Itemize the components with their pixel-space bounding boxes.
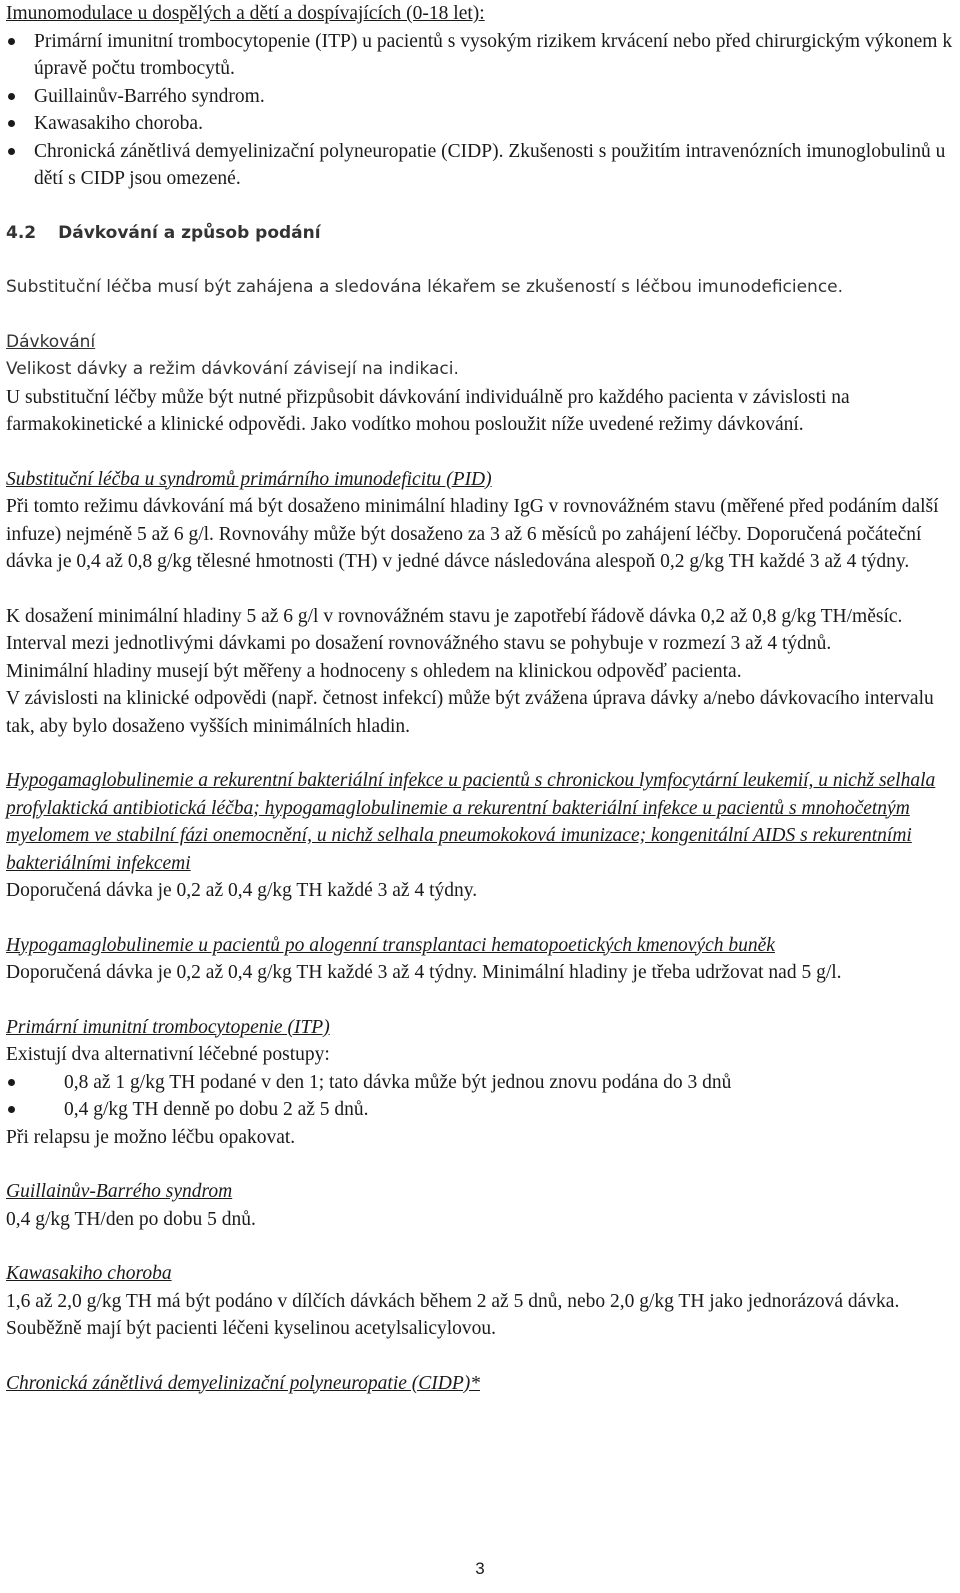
itp-text: Existují dva alternativní léčebné postupy: bbox=[6, 1044, 330, 1065]
page-number: 3 bbox=[475, 1559, 485, 1578]
pid-text2: K dosažení minimální hladiny 5 až 6 g/l v rovnovážném stavu je zapotřebí řádově dávka 0,2 až 0,8 g/kg TH/měsíc. Interval mezi jednotlivými dávkami po dosažení rovnovážného stavu se pohybuje v rozmezí 3 až 4 týdnů. bbox=[6, 605, 903, 654]
dosing-line1: Velikost dávky a režim dávkování závisejí na indikaci. bbox=[6, 359, 459, 379]
dosing-line2: U substituční léčby může být nutné přizpůsobit dávkování individuálně pro každého pacienta v závislosti na farmakokinetické a klinické odpovědi. Jako vodítko mohou posloužit níže uvedené režimy dávkování. bbox=[6, 386, 850, 435]
indication-list bbox=[6, 28, 954, 193]
section-heading bbox=[6, 220, 954, 248]
dosing-heading: Dávkování bbox=[6, 331, 96, 352]
section-number: 4.2 bbox=[6, 222, 37, 243]
list-item: Primární imunitní trombocytopenie (ITP) u pacientů s vysokým rizikem krvácení nebo před chirurgickým výkonem k úpravě počtu trombocytů. bbox=[6, 28, 954, 83]
pid-heading: Substituční léčba u syndromů primárního imunodeficitu (PID) bbox=[6, 468, 492, 490]
gbs-heading: Guillainův-Barrého syndrom bbox=[6, 1181, 233, 1202]
cidp-heading: Chronická zánětlivá demyelinizační polyneuropatie (CIDP)* bbox=[6, 1372, 481, 1394]
pid-text: Při tomto režimu dávkování má být dosaženo minimální hladiny IgG v rovnovážném stavu (měřené před podáním další infuze) nejméně 5 až 6 g/l. Rovnováhy může být dosaženo za 3 až 6 měsíců po zahájení léčby. Doporučená počáteční dávka je 0,4 až 0,8 g/kg tělesné hmotnosti (TH) v jedné dávce následována alespoň 0,2 g/kg TH každé 3 až 4 týdny. bbox=[6, 496, 939, 572]
kawasaki-text2: Souběžně mají být pacienti léčeni kyselinou acetylsalicylovou. bbox=[6, 1318, 497, 1339]
intro-title: Imunomodulace u dospělých a dětí a dospívajících (0-18 let): bbox=[6, 3, 485, 24]
hypo1-text: Doporučená dávka je 0,2 až 0,4 g/kg TH každé 3 až 4 týdny. bbox=[6, 880, 478, 901]
document-page bbox=[6, 0, 954, 1397]
kawasaki-text: 1,6 až 2,0 g/kg TH má být podáno v dílčích dávkách během 2 až 5 dnů, nebo 2,0 g/kg TH jako jednorázová dávka. bbox=[6, 1290, 900, 1312]
list-item: Guillainův-Barrého syndrom. bbox=[6, 83, 954, 111]
itp-after: Při relapsu je možno léčbu opakovat. bbox=[6, 1126, 296, 1148]
list-item: 0,4 g/kg TH denně po dobu 2 až 5 dnů. bbox=[6, 1096, 954, 1124]
section-intro: Substituční léčba musí být zahájena a sledována lékařem se zkušeností s léčbou imunodeficience. bbox=[6, 277, 844, 297]
hypo2-text: Doporučená dávka je 0,2 až 0,4 g/kg TH každé 3 až 4 týdny. Minimální hladiny je třeba udržovat nad 5 g/l. bbox=[6, 962, 842, 983]
list-item: 0,8 až 1 g/kg TH podané v den 1; tato dávka může být jednou znovu podána do 3 dnů bbox=[6, 1069, 954, 1097]
hypo2-heading: Hypogamaglobulinemie u pacientů po alogenní transplantaci hematopoetických kmenových buněk bbox=[6, 934, 775, 956]
hypo1-heading: Hypogamaglobulinemie a rekurentní bakteriální infekce u pacientů s chronickou lymfocytární leukemií, u nichž selhala profylaktická antibiotická léčba; hypogamaglobulinemie a rekurentní bakteriální infekce u pacientů s mnohočetným myelomem ve stabilní fázi onemocnění, u nichž selhala pneumokoková imunizace; kongenitální AIDS s rekurentními bakteriálními infekcemi bbox=[6, 770, 936, 874]
pid-text3: Minimální hladiny musejí být měřeny a hodnoceny s ohledem na klinickou odpověď pacienta. bbox=[6, 660, 742, 682]
itp-list bbox=[6, 1069, 954, 1124]
section-title: Dávkování a způsob podání bbox=[58, 222, 321, 243]
list-item: Chronická zánětlivá demyelinizační polyneuropatie (CIDP). Zkušenosti s použitím intravenózních imunoglobulinů u dětí s CIDP jsou omezené. bbox=[6, 138, 954, 193]
itp-heading: Primární imunitní trombocytopenie (ITP) bbox=[6, 1016, 330, 1038]
pid-text4: V závislosti na klinické odpovědi (např. četnost infekcí) může být zvážena úprava dávky a/nebo dávkovacího intervalu tak, aby bylo dosaženo vyšších minimálních hladin. bbox=[6, 688, 934, 737]
kawasaki-heading: Kawasakiho choroba bbox=[6, 1263, 172, 1284]
list-item: Kawasakiho choroba. bbox=[6, 110, 954, 138]
gbs-text: 0,4 g/kg TH/den po dobu 5 dnů. bbox=[6, 1208, 256, 1230]
